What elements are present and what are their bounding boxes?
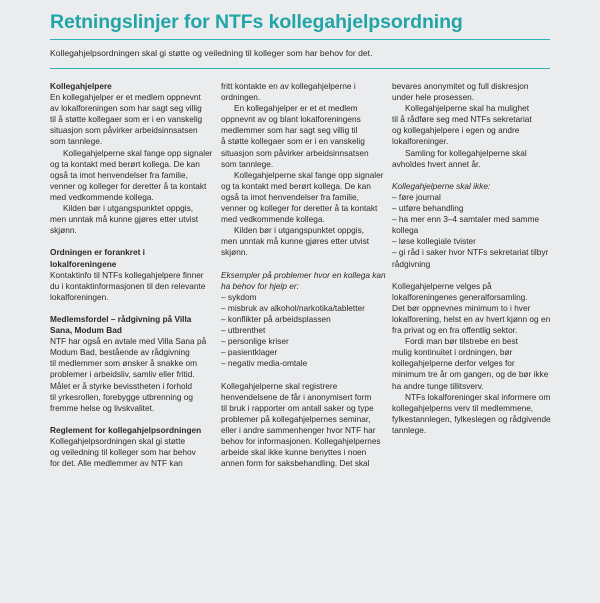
text-line: for det. Alle medlemmer av NTF kan — [50, 458, 183, 469]
text-line: eller i andre sammenhenger hvor NTF har — [221, 424, 376, 435]
text-line: Sana, Modum Bad — [50, 325, 122, 336]
text-line: Kontaktinfo til NTFs kollegahjelpere finner — [50, 269, 204, 280]
paragraph — [221, 381, 387, 470]
text-line: lokalforeningenes generalforsamling. — [392, 291, 528, 302]
text-line: å støtte kollegaer som er i en vanskelig — [221, 136, 365, 147]
text-line: som tannlege. — [50, 136, 103, 147]
text-line: med vedkommende kollega. — [50, 191, 154, 202]
list-item: – utbrenthet — [221, 325, 266, 336]
text-line: fra privat og en fra offentlig sektor. — [392, 325, 518, 336]
text-line: Ordningen er forankret i — [50, 247, 145, 258]
text-line: Kollegahjelperne skal registrere — [221, 380, 338, 391]
text-line: NTF har også en avtale med Villa Sana på — [50, 336, 207, 347]
text-line: til medlemmer som ønsker å snakke om — [50, 358, 198, 369]
text-line: Kollegahjelperne velges på — [392, 280, 492, 291]
text-line: tannlege. — [392, 424, 427, 435]
heading-forankret — [50, 247, 216, 269]
text-line: Kilden bør i utgangspunktet oppgis, — [234, 225, 365, 236]
list-item: – negativ media-omtale — [221, 358, 308, 369]
list-item: – konflikter på arbeidsplassen — [221, 313, 331, 324]
text-line: venner og kolleger for deretter å ta kontakt — [50, 180, 207, 191]
page-title: Retningslinjer for NTFs kollegahjelpsordning — [50, 11, 463, 33]
text-line: arbeide skal ikke kunne benyttes i noen — [221, 447, 367, 458]
text-column-3 — [392, 81, 558, 436]
text-line: Kollegahjelperne skal ha mulighet — [405, 103, 530, 114]
title-divider — [50, 39, 550, 40]
text-line: avholdes hvert annet år. — [392, 158, 481, 169]
text-line: og veiledning til kolleger som har behov — [50, 447, 196, 458]
list-item: – utføre behandling — [392, 203, 464, 214]
heading-medlemsfordel — [50, 314, 216, 336]
text-line: og kollegahjelpere i egen og andre — [392, 125, 520, 136]
text-line: behov for informasjonen. Kollegahjelpernes — [221, 436, 381, 446]
list-item: – misbruk av alkohol/narkotika/tabletter — [221, 302, 365, 313]
text-line: til yrkesrollen, forebygge utbrenning og — [50, 391, 193, 402]
text-column-1 — [50, 81, 216, 469]
text-line: under hele prosessen. — [392, 92, 475, 103]
paragraph — [50, 336, 216, 414]
text-line: du i kontaktinformasjonen til den relevante — [50, 280, 206, 291]
paragraph — [221, 81, 387, 103]
text-line: minimum tre år om gangen, og de bør ikke — [392, 369, 549, 380]
text-line: Kollegahjelperne skal ikke: — [392, 180, 491, 191]
text-line: og ta kontakt med berørt kollega. De kan — [221, 180, 371, 191]
text-line: Målet er å styrke bevisstheten i forhold — [50, 380, 193, 391]
text-line: lokalforeninger. — [392, 136, 449, 147]
text-line: skjønn. — [221, 247, 248, 258]
text-line: også ta imot henvendelser fra familie, — [221, 191, 359, 202]
text-line: NTFs lokalforeninger skal informere om — [405, 391, 551, 402]
text-line: til å rådføre seg med NTFs sekretariat — [392, 114, 532, 125]
text-line: annen form for saksbehandling. Det skal — [221, 458, 370, 469]
text-line: Modum Bad, bestående av rådgivning — [50, 347, 190, 358]
list-item: – pasientklager — [221, 347, 278, 358]
list-item: – ha mer enn 3–4 samtaler med samme — [392, 214, 540, 225]
intro-divider — [50, 68, 550, 69]
heading-kollegahjelpere: Kollegahjelpere — [50, 81, 112, 91]
text-line: mulig kontinuitet i ordningen, bør — [392, 347, 513, 358]
text-column-2 — [221, 81, 387, 469]
text-line: Samling for kollegahjelperne skal — [405, 147, 527, 158]
text-line: problemer på kollegahjelpernes seminar, — [221, 413, 371, 424]
text-line: fritt kontakte en av kollegahjelperne i — [221, 81, 356, 91]
list-item: – personlige kriser — [221, 336, 289, 347]
text-line: til bruk i rapporter om antall saker og type — [221, 402, 374, 413]
paragraph — [50, 270, 216, 303]
paragraph — [50, 203, 216, 236]
text-line: lokalforeningen. — [50, 291, 109, 302]
text-line: ordningen. — [221, 92, 261, 103]
paragraph — [50, 148, 216, 203]
text-line: problemer i arbeidsliv, samliv eller fritid. — [50, 369, 195, 380]
list-item: – løse kollegiale tvister — [392, 236, 476, 247]
text-line: og ta kontakt med berørt kollega. De kan — [50, 158, 200, 169]
list-item: – føre journal — [392, 191, 441, 202]
text-line: med vedkommende kollega. — [221, 214, 325, 225]
text-line: En kollegahjelper er et medlem oppnevnt — [50, 92, 201, 103]
text-line: kollegahjelperne derfor velges for — [392, 358, 515, 369]
text-line: henvendelsene de får i anonymisert form — [221, 391, 372, 402]
text-line: Kollegahjelperne skal fange opp signaler — [63, 147, 213, 158]
text-line: skjønn. — [50, 225, 77, 236]
text-line: ha behov for hjelp er: — [221, 280, 299, 291]
text-line: Kollegahjelpsordningen skal gi støtte — [50, 436, 186, 446]
text-line: situasjon som påvirker arbeidsinnsatsen — [50, 125, 198, 136]
text-line: lokalforening, helst en av hvert kjønn og en — [392, 313, 551, 324]
paragraph — [221, 103, 387, 170]
problem-list — [221, 292, 387, 370]
paragraph — [50, 436, 216, 469]
text-line: venner og kolleger for deretter å ta kontakt — [221, 203, 378, 214]
list-item: rådgivning — [392, 258, 431, 269]
paragraph — [392, 103, 558, 147]
text-line: kollegahjelperns verv til medlemmene, — [392, 402, 534, 413]
text-line: En kollegahjelper er et et medlem — [234, 103, 358, 114]
text-line: Eksempler på problemer hvor en kollega kan — [221, 269, 386, 280]
paragraph — [50, 92, 216, 147]
text-line: situasjon som påvirker arbeidsinnsatsen — [221, 147, 369, 158]
intro-text: Kollegahjelpsordningen skal gi støtte og veiledning til kolleger som har behov for det. — [50, 48, 373, 58]
not-allowed-list — [392, 192, 558, 270]
text-line: ha andre tunge tillitsverv. — [392, 380, 484, 391]
list-item: – gi råd i saker hvor NTFs sekretariat tilbyr — [392, 247, 549, 258]
list-item: kollega — [392, 225, 419, 236]
not-allowed-heading — [392, 181, 558, 192]
text-line: bevares anonymitet og full diskresjon — [392, 81, 529, 91]
text-line: men unntak må kunne gjøres etter utvist — [221, 236, 370, 247]
text-line: av lokalforeningen som har sagt seg villig — [50, 103, 202, 114]
text-line: Det bør oppnevnes minimum to i hver — [392, 302, 531, 313]
text-line: til å støtte kollegaer som er i en vanskelig — [50, 114, 203, 125]
text-line: Medlemsfordel – rådgivning på Villa — [50, 313, 192, 324]
examples-heading — [221, 270, 387, 292]
text-line: oppnevnt av og blant lokalforeningens — [221, 114, 361, 125]
text-line: medlemmer som har sagt seg villig til — [221, 125, 358, 136]
text-line: fylkestannlegen, fylkeslegen og rådgivende — [392, 413, 551, 424]
text-line: men unntak må kunne gjøres etter utvist — [50, 214, 199, 225]
text-line: som tannlege. — [221, 158, 274, 169]
paragraph — [221, 170, 387, 225]
text-line: Kilden bør i utgangspunktet oppgis, — [63, 203, 194, 214]
text-line: Kollegahjelperne skal fange opp signaler — [234, 169, 384, 180]
paragraph — [392, 392, 558, 436]
heading-reglement: Reglement for kollegahjelpsordningen — [50, 424, 202, 435]
text-line: lokalforeningene — [50, 258, 117, 269]
paragraph — [392, 336, 558, 391]
text-line: Fordi man bør tilstrebe en best — [405, 336, 518, 347]
paragraph — [392, 281, 558, 336]
paragraph — [392, 148, 558, 170]
list-item: – sykdom — [221, 291, 257, 302]
text-line: fremme helse og livskvalitet. — [50, 402, 155, 413]
paragraph — [221, 225, 387, 258]
paragraph — [392, 81, 558, 103]
text-line: også ta imot henvendelser fra familie, — [50, 169, 188, 180]
